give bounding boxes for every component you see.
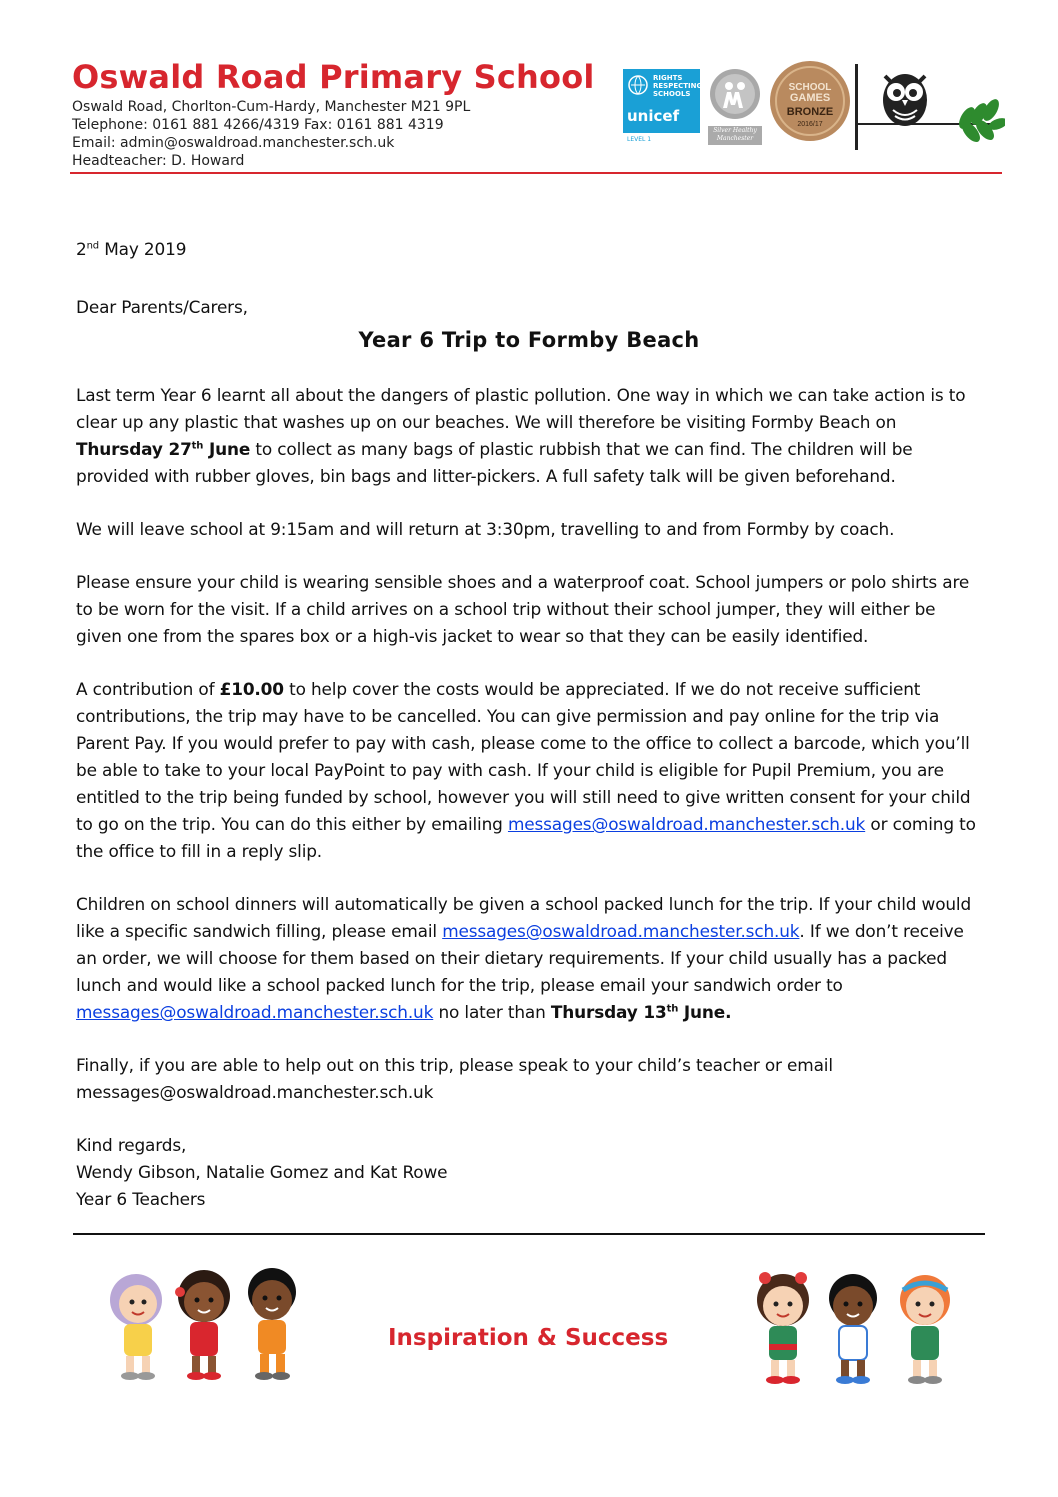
healthy-schools-silver-badge	[709, 68, 761, 120]
email-link[interactable]: messages@oswaldroad.manchester.sch.uk	[507, 814, 866, 834]
signatory-role: Year 6 Teachers	[76, 1189, 206, 1209]
paragraph-contribution: A contribution of £10.00 to help cover the costs would be appreciated. If we do not receive sufficient contributions, the trip may have to be cancelled. You can give permission and pay online for the trip via Parent Pay. If you would prefer to pay with cash, please come to the office to collect a barcode, which you’ll be able to take to your local PayPoint to pay with cash. If your child is eligible for Pupil Premium, you are entitled to the trip being funded by school, however you will still need to give written consent for your child to go on the trip. You can do this either by emailing messages@oswaldroad.manchester.sch.uk or coming to the office to fill in a reply slip.	[76, 679, 976, 861]
letter-title: Year 6 Trip to Formby Beach	[358, 328, 700, 352]
letter-body	[76, 236, 986, 1213]
rrs-level: LEVEL 1	[627, 136, 652, 143]
globe-icon	[627, 74, 649, 96]
games-year: 2016/17	[797, 121, 823, 128]
owl-icon	[883, 74, 927, 126]
paragraph-volunteers: Finally, if you are able to help out on this trip, please speak to your child’s teacher or email messages@oswaldroad.manchester.sch.uk	[76, 1055, 833, 1102]
rights-respecting-schools-badge	[623, 69, 703, 133]
school-address: Oswald Road, Chorlton-Cum-Hardy, Manchester M21 9PL	[72, 99, 471, 115]
school-contact-block	[72, 98, 470, 170]
rrs-text: RIGHTS RESPECTING SCHOOLS	[653, 74, 703, 98]
paragraph-packed-lunch: Children on school dinners will automatically be given a school packed lunch for the trip. If your child would like a specific sandwich filling, please email messages@oswaldroad.manchester.sch.uk. If we don’t receive an order, we will choose for them based on their dietary requirements. If your child usually has a packed lunch and would like a school packed lunch for the trip, please email your sandwich order to messages@oswaldroad.manchester.sch.uk no later than Thursday 13th June.	[76, 894, 972, 1022]
salutation: Dear Parents/Carers,	[76, 297, 248, 317]
school-games-bronze-badge	[769, 60, 851, 142]
school-slogan: Inspiration & Success	[388, 1325, 669, 1351]
children-illustration-left	[96, 1262, 312, 1386]
school-telephone: Telephone: 0161 881 4266/4319 Fax: 0161 881 4319	[72, 117, 444, 133]
footer-divider	[73, 1233, 985, 1235]
games-line1: SCHOOL	[788, 82, 832, 93]
school-email: Email: admin@oswaldroad.manchester.sch.uk	[72, 135, 395, 151]
paragraph-trip-intro: Last term Year 6 learnt all about the dangers of plastic pollution. One way in which we can take action is to clear up any plastic that washes up on our beaches. We will therefore be visiting Formby Beach on Thursday 27th June to collect as many bags of plastic rubbish that we can find. The children will be provided with rubber gloves, bin bags and litter-pickers. A full safety talk will be given beforehand.	[76, 385, 966, 486]
email-link[interactable]: messages@oswaldroad.manchester.sch.uk	[442, 921, 800, 941]
letter-date: 2nd May 2019	[76, 239, 187, 259]
headteacher: Headteacher: D. Howard	[72, 153, 245, 169]
games-line2: GAMES	[789, 92, 831, 104]
school-name: Oswald Road Primary School	[72, 58, 595, 96]
children-illustration-right	[745, 1264, 965, 1390]
silver-caption: Silver Healthy Manchester	[708, 126, 762, 145]
email-link[interactable]: messages@oswaldroad.manchester.sch.uk	[76, 1002, 434, 1022]
owl-branch-logo	[855, 62, 1005, 154]
paragraph-timings: We will leave school at 9:15am and will return at 3:30pm, travelling to and from Formby by coach.	[76, 519, 895, 539]
paragraph-clothing: Please ensure your child is wearing sensible shoes and a waterproof coat. School jumpers or polo shirts are to be worn for the visit. If a child arrives on a school trip without their school jumper, they will either be given one from the spares box or a high-vis jacket to wear so that they can be easily identified.	[76, 572, 970, 646]
unicef-logo: unicef	[627, 107, 680, 125]
leaves-icon	[956, 97, 1005, 145]
closing: Kind regards,	[76, 1135, 187, 1155]
signatories: Wendy Gibson, Natalie Gomez and Kat Rowe	[76, 1162, 448, 1182]
letterhead-divider	[70, 172, 1002, 174]
games-award: BRONZE	[786, 106, 834, 118]
